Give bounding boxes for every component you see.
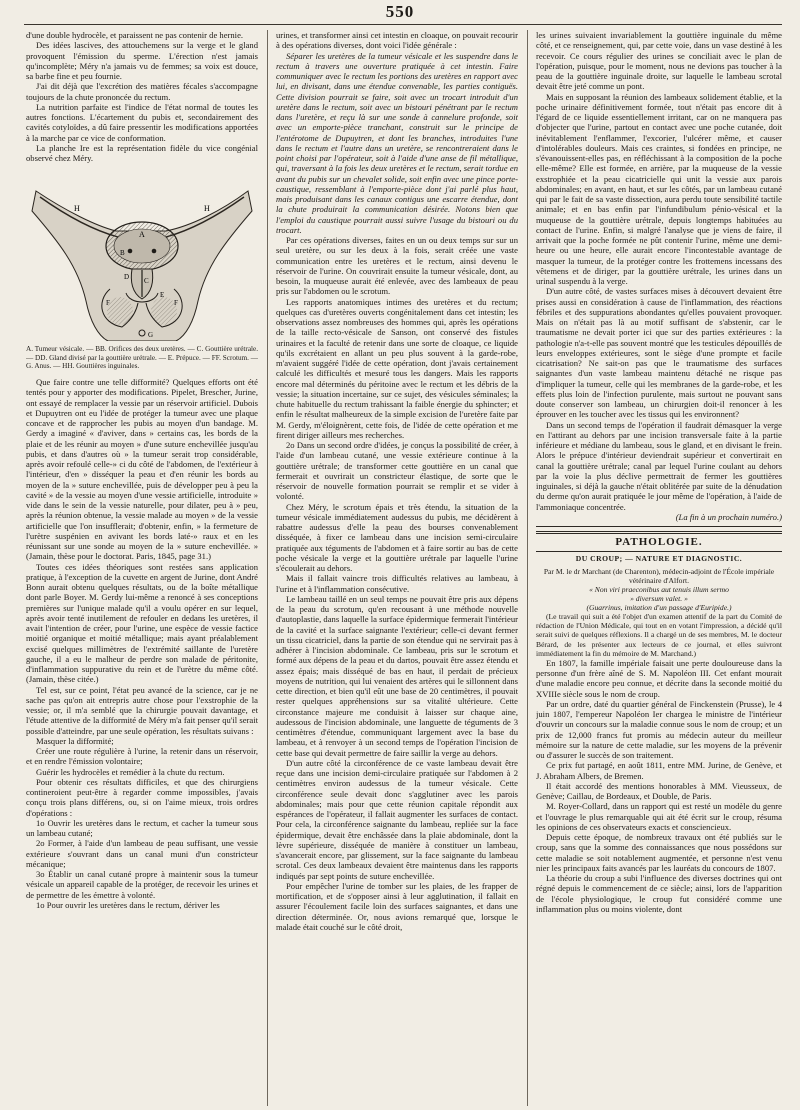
epigraph-source: (Guarrinus, imitation d'un passage d'Euripide.) [586,602,732,612]
anatomical-figure [26,171,258,341]
paragraph: Il était accordé des mentions honorables à MM. Vieusseux, de Genève; Caillau, de Bordeaux, et Double, de Paris. [536,780,782,802]
paragraph: 3o Établir un canal cutané propre à maintenir sous la tumeur vésicale un appareil capable de la protéger, de recevoir les urines et de permettre de les émettre à volonté. [26,869,258,900]
editorial-note: (Le travail qui suit a été l'objet d'un examen attentif de la part du Comité de rédaction de l'Union Médicale, qui tout en en votant l'impression, a décidé qu'il serait suivi de quelques réflexions. Il a chargé un de ses membres, M. le docteur Bérard, de les présenter aux lecteurs de ce journal, et elles suivront immédiatement la fin du mémoire de M. Marchand.) [536,611,782,658]
paragraph: Toutes ces idées théoriques sont restées sans application pratique, à l'exception de la cuvette en argent de Jurine, dont André Bonn aurait obtenu quelques résultats, ou de la boîte métallique dont parle Boyer. M. Gerdy lui-même a renoncé à ses conceptions premières sur l'unique malade qu'il a voulu opérer en sur lequel, après avoir tenté inutilement de refouler en dedans les uretères, il avait l'intention de créer, pour l'urine, une espèce de vessie factice moitié organique et moitié métallique; mais ayant préalablement excisé quelques millimètres de l'extrémité saillante de l'uretère gauche, il a eu le malheur de perdre son malade de péritonite, d'inflammation suppurative du rein et de l'urètre du même côté. (Jamain, thèse citée.) [26,561,258,685]
paragraph: J'ai dit déjà que l'excrétion des matières fécales s'accompagne toujours de la chute prononcée du rectum. [26,81,258,102]
paragraph: La théorie du croup a subi l'influence des diverses doctrines qui ont régné depuis le commencement de ce siècle; ainsi, lors de l'apparition de l'école physiologique, le croup fut considéré comme une inflammation plus ou moins violente, dont [536,873,782,914]
epigraph-line: « Non viri praeconibus aut tenuis illum sermo [589,584,729,594]
paragraph: La nutrition parfaite est l'indice de l'état normal de toutes les autres fonctions. L'écartement du pubis et, secondairement des cavités cotyloïdes, a dû faire pressentir les modifications apportées à la marche par ce vice de conformation. [26,101,258,143]
figure-label-e: E [160,291,165,300]
paragraph: Des idées lascives, des attouchemens sur la verge et le gland provoquent l'émission du sperme. L'érection n'est jamais qu'incomplète; Méry n'a jamais vu de femmes; sa voix est douce, sa barbe fine et peu fournie. [26,40,258,81]
paragraph: 1o Pour ouvrir les uretères dans le rectum, dériver les [36,899,220,910]
figure-label-g: G [148,331,154,340]
figure-label-c: C [144,277,149,286]
figure-label-f: F [174,299,178,308]
section-divider [536,531,782,534]
paragraph: Que faire contre une telle difformité? Quelques efforts ont été tentés pour y apporter des modifications. Pipelet, Brescher, Jurine, ont essayé de remplacer la vessie par un réservoir artificiel. Dubois et Dupuytren ont eu l'idée de protéger la tumeur avec une plaque concave et de rapprocher les pubis au moyen d'un bandage. M. Gerdy a imaginé « d'aviver, dans » certains cas, les bords de la plaie et de les réunir au moyen » d'une suture enchevillée jusqu'au pubis, et dans d'autres où » la tumeur serait trop considérable, après avoir refoulé celle-» ci du côté de l'abdomen, de l'extérieur à l'intérieur, d'en » disséquer la peau et d'en réunir les bords au moyen de la » suture enchevillée, puis de développer peu à peu la cavité » de la vessie au moyen d'une vessie artificielle, introduite » vide dans le sein de la vessie naturelle, pour dilater, peu à » peu, après la réunion obtenue, la vessie malade au moyen » de la vessie artificielle que l'on insufflerait; d'obtenir, enfin, » la fermeture de l'urètre suspénien en avivant les bords laté-» raux et en les réunissant sur une sonde au moyen de la » suture enchevillée. » (Jamain, thèse pour le doctorat. Paris, 1845, page 31.) [26,377,258,562]
paragraph: Depuis cette époque, de nombreux travaux ont été publiés sur le croup, sans que la somme des connaissances que nous possédons sur cette maladie se soit notablement augmentée, et personne n'est venu nier les principaux faits avancés par les lauréats du concours de 1807. [536,832,782,873]
paragraph: Par un ordre, daté du quartier général de Finckenstein (Prusse), le 4 juin 1807, l'empereur Napoléon Ier chargea le ministre de l'intérieur d'ouvrir un concours sur la maladie connue sous le nom de croup; et un prix de 12,000 francs fut promis au médecin auteur du meilleur mémoire sur la nature de cette maladie, sur les moyens de la prévenir ou d'assurer le succès de son traitement. [536,698,782,761]
paragraph: Mais en supposant la réunion des lambeaux solidement établie, et la poche urinaire définitivement formée, tout n'était pas encore dit à l'égard de ce liquide essentiellement irritant, car on ne manquera pas d'objecter que l'urine, partout en contact avec une poche cutanée, doit inévitablement l'enflammer, l'excorier, l'ulcérer même, et causer d'intolérables douleurs. Mais ces craintes, si fondées en principe, ne s'évanouissent-elles pas, en réfléchissant à la composition de la poche elle-même? Elle est formée, en arrière, par la muqueuse de la vessie exstrophiée et la peau cicatricielle qui unit la vessie aux parois abdominales; en avant, en haut, et sur les côtés, par un lambeau cutané qui par le fait de sa vaste dissection, aura perdu toute sensibilité tactile animale; et en bas enfin par l'infundibulum pénio-vésical et la muqueuse de la gouttière urétrale, depuis longtemps habituées au contact de l'urine. Enfin, si malgré l'analyse que je viens de faire, il arrivait que la poche formée ne pût contenir l'urine, même une demi-heure ou une heure, elle aurait encore l'incontestable avantage de masquer la tumeur, de la protéger contre les frottemens incessans des vêtemens et de diriger, par la gouttière urétrale, les urines dans un urinal suspendu à la verge. [536,91,782,286]
section-title: PATHOLOGIE. [615,536,703,548]
paragraph: Pour obtenir ces résultats difficiles, et que des chirurgiens contineroient peut-être à regarder comme impossibles, j'avais conçu trois plans différens, ou, si on l'aime mieux, trois ordres d'opérations : [26,776,258,818]
column-3 [536,30,782,1106]
figure-label-h: H [204,204,210,214]
section-divider [536,526,782,527]
page-number: 550 [385,2,415,21]
figure-label-h: H [74,204,80,214]
column-separator [267,30,268,1106]
paragraph: d'une double hydrocèle, et paraissent ne pas contenir de hernie. [26,30,244,40]
continued-note: (La fin à un prochain numéro.) [675,511,782,522]
paragraph: Ce prix fut partagé, en août 1811, entre MM. Jurine, de Genève, et J. Abraham Albers, de Bremen. [536,760,782,781]
paragraph: En 1807, la famille impériale faisait une perte douloureuse dans la personne d'un frère aîné de S. M. Napoléon III. Cet enfant mourait d'une maladie encore peu connue, et décrite dans la seconde moitié du XVIIIe siècle sous le nom de croup. [536,657,782,699]
paragraph: Guérir les hydrocèles et remédier à la chute du rectum. [36,766,225,777]
paragraph: M. Royer-Collard, dans un rapport qui est resté un modèle du genre et l'ouvrage le plus remarquable qui ait été écrit sur le croup, résuma les opinions de ces observateurs exacts et consciencieux. [536,801,782,832]
paragraph: Par ces opérations diverses, faites en un ou deux temps sur sur un seul uretère, ou sur les deux à la fois, serait créée une vaste communication entre les uretères et le rectum, ainsi devenu le réservoir de l'urine. On couvrirait ensuite la tumeur vésicale, dont, au besoin, la muqueuse aurait été enlevée, avec des lambeaux de peau pris sur l'abdomen ou le scrotum. [276,235,518,297]
article-title: DU CROUP; — NATURE ET DIAGNOSTIC. [575,554,743,564]
paragraph: Tel est, sur ce point, l'état peu avancé de la science, car je ne sache pas qu'on ait entrepris autre chose pour l'exstrophie de la vessie; or, il m'a semblé que la chirurgie pouvait davantage, et l'étude attentive de la difformité de Méry m'a fait penser qu'il serait possible d'atteindre, par une seule opération, les résultats suivans : [26,684,258,736]
paragraph: La planche Ire est la représentation fidèle du vice congénial observé chez Méry. [26,142,258,163]
paragraph: 2o Dans un second ordre d'idées, je conçus la possibilité de créer, à l'aide d'un lambeau cutané, une vessie extérieure continue à la gouttière urétrale; de transformer cette gouttière en un canal que fermerait et ouvrirait un constricteur élastique, de sorte que le réservoir de nouvelle formation pourrait se remplir et se vider à volonté. [276,440,518,502]
paragraph: Masquer la difformité; [36,735,114,746]
epigraph-line: » diversum valet. » [630,593,688,603]
paragraph: Pour empêcher l'urine de tomber sur les plaies, de les frapper de mortification, et de s'opposer ainsi à leur agglutination, il fallait en assurer l'écoulement facile loin des surfaces saignantes, et dans une direction déterminée. Or, nous avions remarqué que, lorsque le malade était couché sur le côté droit, [276,880,518,932]
column-1 [26,30,258,1106]
figure-label-a: A [139,230,145,240]
figure-label-b: B [120,249,125,258]
column-separator [527,30,528,1106]
article-author: Par M. le dr Marchant (de Charenton), médecin-adjoint de l'École impériale vétérinaire d'Alfort. [543,566,775,585]
paragraph: D'un autre côté, de vastes surfaces mises à découvert devaient être prises aussi en considération à cause de l'inflammation, des réactions fébriles et des suppurations abondantes qu'elles pouvaient provoquer. Mais on n'était pas là au motif suffisant de s'abstenir, car le traumatisme ne devait porter ici que sur des parties extérieures : la pathologie n'a-t-elle pas souvent montré que les testicules dépouillés de leurs enveloppes extérieures, sont le siège d'une prompte et facile cicatrisation? Ne sait-on pas que le traumatisme des surfaces saignantes d'un vaste lambeau maintenu détaché ne risque pas d'impliquer la tumeur, celle qui les membranes de la garde-robe, et les effets plus loin de l'infection purulente, mais surtout ne pouvant sans doute conserver son lambeau, un chirurgien doit-il renoncer à les éprouver en les toucher avec les tissus qui les environnent? [536,286,782,420]
header-rule [24,24,782,25]
paragraph: D'un autre côté la circonférence de ce vaste lambeau devait être reçue dans une incision demi-circulaire pratiquée sur l'abdomen à 2 centimètres environ audessus de la tumeur vésicale. Cette circonférence seule devait donc s'agglutiner avec les parois abdominales; mais pour que cette réunion capitale répondit aux espérances de l'opérateur, il fallait augmenter les surfaces de contact. Pour cela, la circonférence saignante du lambeau, repliée sur la face épidermique, devait être enchâssée dans la plaie abdominale, dont la lèvre supérieure, disséquée de manière à constituer un lambeau, s'avancerait encore, par glissement, sur la face saignante du lambeau scrotal. Ces deux lambeaux devaient être maintenus dans les rapports indiqués par sept points de suture enchevillée. [276,757,518,881]
column-2 [276,30,518,1106]
section-divider [536,551,782,552]
figure-label-d: D [124,273,130,282]
paragraph: les urines suivaient invariablement la gouttière inguinale du même côté, et ce renseignement, qui, par cette voie, dans un vase destiné à les recevoir. Ce cours régulier des urines se conciliait avec le plan de l'opération, puisque, pour le moment, nous ne devions pas toucher à la peau de la gouttière inguinale droite, sur laquelle le lambeau scrotal devait être jeté comme un pont. [536,30,782,92]
paragraph: urines, et transformer ainsi cet intestin en cloaque, on pouvait recourir à des opérations diverses, dont voici l'idée générale : [276,30,518,51]
exstrophy-illustration [26,171,258,341]
paragraph: Chez Méry, le scrotum épais et très étendu, la situation de la tumeur vésicale immédiatement audessus du pubis, me décidèrent à rabattre audessus d'elle la peau des bourses convenablement disséquée, à fixer ce lambeau dans une incision semi-circulaire pratiquée aux téguments de l'abdomen et à faire sortir au bas de cette poche vésicale la verge et la gouttière urétrale par laquelle l'urine s'écoulerait au dehors. [276,501,518,573]
figure-label-f: F [106,299,110,308]
paragraph: Mais il fallait vaincre trois difficultés relatives au lambeau, à l'urine et à l'inflammation consécutive. [276,573,518,594]
paragraph: Créer une route régulière à l'urine, la retenir dans un réservoir, et en rendre l'émission volontaire; [26,746,258,767]
paragraph: Séparer les uretères de la tumeur vésicale et les suspendre dans le rectum à travers une ouverture pratiquée à cet intestin. Faire communiquer avec le rectum les portions des uretères en rapport avec lui, en divisant, dans une étendue convenable, les parties contiguës. Cette division pourrait se faire, soit avec un trocart introduit d'un uretère dans le rectum, soit avec un bistouri pénétrant par le rectum dans l'uretère, et reçu là sur une sonde à cannelure profonde, soit avec un emporte-pièce tranchant, construit sur le principe de l'entérotome de Dupuytren, et dont les branches, introduites l'une dans le rectum et l'autre dans un uretère, se rencontreraient dans le point choisi par l'opérateur, soit à l'aide d'une anse de fil métallique, qui, traversant à la fois les deux uretères et le rectum, serait tordue en avant du pubis sur un chevalet solide, soit enfin avec une pince porte-caustique, ressemblant à l'emporte-pièce dont j'ai parlé plus haut, mais produisant dans les canaux contigus une escarre étendue, dont la chute produirait la communication désirée. Notons bien que l'emploi du caustique pourrait aussi suivre l'usage du bistouri ou du trocart. [276,50,518,235]
paragraph: Le lambeau taillé en un seul temps ne pouvait être pris aux dépens de la peau du scrotum, qu'en recousant à une méthode nouvelle d'autoplastie, dans laquelle la surface épidermique fermerait l'intérieur de la cavité et la surface saignante l'extérieur; celle-ci devant fermer un tissu cicatriciel, dans la partie de son étendue qui ne servirait pas à adhérer à l'incision abdominale. Ce lambeau, pris sur le scrotum et formé aux dépens de la peau et du dartos, pouvait être assez étendu et assez épais; mais disséqué de bas en haut, il perdait de précieux moyens de nutrition, qui lui venaient des artères qui le sillonnent dans cette direction, et bien qu'il eût une base de 20 centimètres, il pouvait rester quelques appréhensions sur sa vitalité ultérieure. Cette circonstance majeure me conduisit à laisser sur chaque aine, audessous de l'incision abdominale, une languette de téguments de 3 centimètres d'étendue, communiquant largement avec la base du lambeau, et à renvoyer à un second temps de l'opération l'incision de cette base qui devait permettre de faire saillir la verge au dehors. [276,593,518,758]
paragraph: 2o Former, à l'aide d'un lambeau de peau suffisant, une vessie extérieure s'ouvrant dans un canal muni d'un constricteur mécanique; [26,838,258,869]
paragraph: Dans un second temps de l'opération il faudrait démasquer la verge en l'attirant au dehors par une incision transversale faite à la partie inférieure et médiane du lambeau, sous le gland, et en divisant le frein. Alors le prépuce d'intérieur deviendrait supérieur et convertirait en canal la gouttière urétrale; canal par lequel l'urine coulant au dehors par la voie la plus déclive permettrait de fermer les gouttières inguinales, si déjà la gauche n'était oblitérée par suite de la dénudation du derme qu'on aurait pratiquée le jour même de l'opération, à l'aide de l'ammoniaque concentrée. [536,419,782,512]
figure-caption: A. Tumeur vésicale. — BB. Orifices des deux uretères. — C. Gouttière urétrale. — DD. Gland divisé par la gouttière urétrale. — E. Prépuce. — FF. Scrotum. — G. Anus. — HH. Gouttières inguinales. [26,345,258,371]
paragraph: 1o Ouvrir les uretères dans le rectum, et cacher la tumeur sous un lambeau cutané; [26,817,258,839]
paragraph: Les rapports anatomiques intimes des uretères et du rectum; quelques cas d'uretères ouverts congénitalement dans cet intestin; les observations assez nombreuses des hommes qui, après les opérations de la taille recto-vésicale de Sanson, ont conservé des fistules urinaires et la faculté de retenir dans une sorte de cloaque, ce liquide qu'ils excrétaient en allant un peu plus souvent à la garde-robe, m'avaient suggéré l'idée de cette opération, dont j'avais certainement calculé les difficultés et mesuré tous les dangers. Mais les rapports encore mal déterminés du péritoine avec le rectum et les débris de la vessie; la situation incertaine, sur ce sujet, des vésicules séminales; la chute habituelle du rectum trahissant la faible énergie du sphincter; et enfin le résultat malheureux de la simple excision de l'uretère faite par M. Gerdy, m'éloignèrent, cette fois, de l'idée de cette opération et me firent diriger ailleurs mes recherches. [276,296,518,440]
